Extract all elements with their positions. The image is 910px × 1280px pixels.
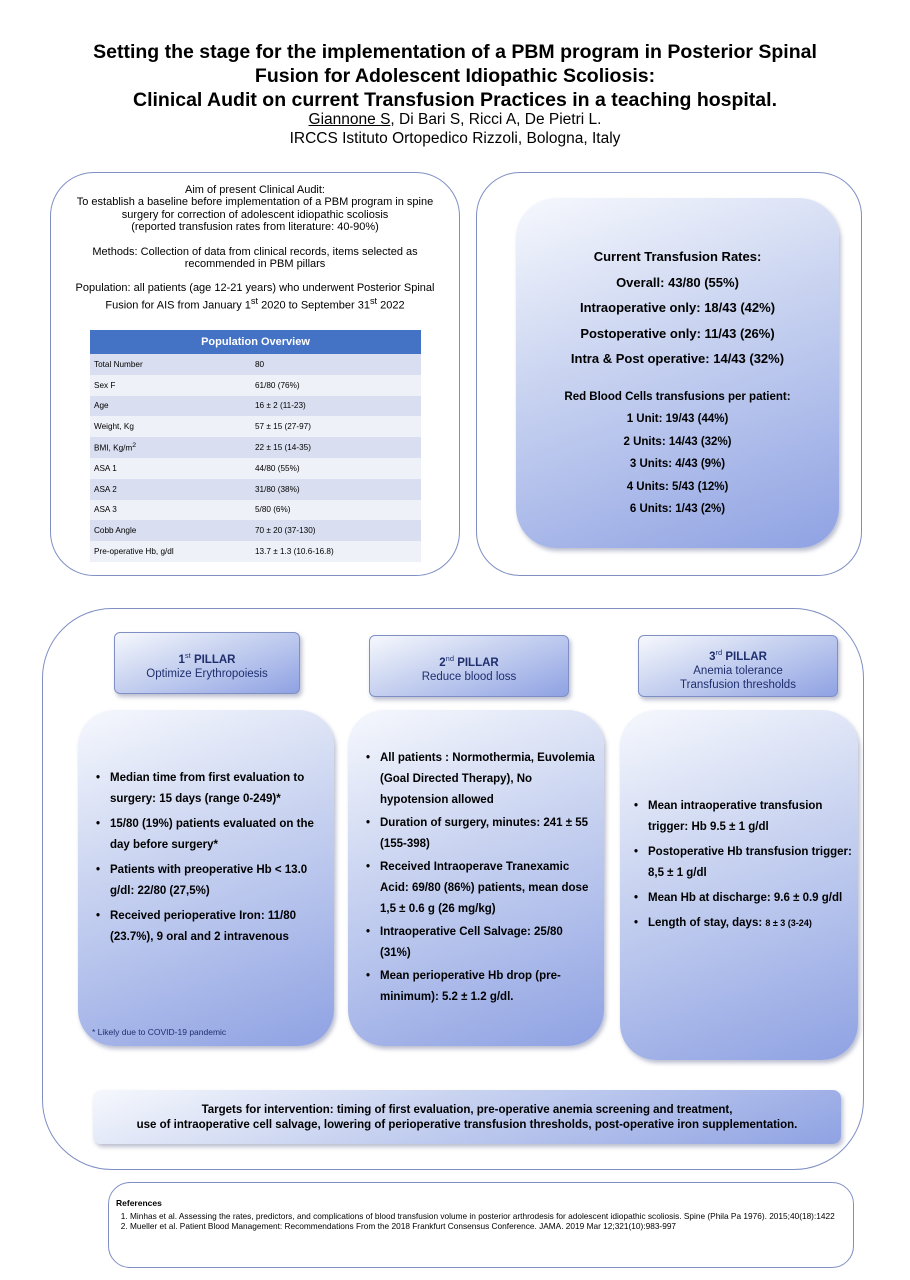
- pillar-sup: rd: [715, 648, 723, 657]
- pillar-3-card: [620, 710, 858, 1060]
- pillar-title: [639, 646, 837, 664]
- rbc-list: [516, 386, 839, 521]
- population-text: 2020 to September 31: [258, 299, 370, 312]
- targets-line: use of intraoperative cell salvage, lowering of perioperative transfusion thresholds, post-operative iron supplementation.: [136, 1119, 798, 1131]
- row-label: Total Number: [90, 354, 251, 375]
- pillar-number: 1: [178, 653, 185, 666]
- pillar-number: 2: [439, 656, 446, 669]
- pillar-sup: st: [184, 651, 191, 660]
- row-value: 16 ± 2 (11-23): [251, 396, 421, 417]
- list-item: • Mean perioperative Hb drop (pre-minimum): 5.2 ± 1.2 g/dl.: [364, 966, 596, 1008]
- population-text: 2022: [377, 299, 405, 312]
- pillar-3-list: [632, 796, 852, 938]
- targets-banner: [93, 1090, 841, 1144]
- rbc-units: 1 Unit: 19/43 (44%): [626, 413, 729, 425]
- list-item: • Mean Hb at discharge: 9.6 ± 0.9 g/dl: [632, 888, 852, 909]
- title-line: Fusion for Adolescent Idiopathic Scoliosis:: [254, 65, 656, 87]
- targets-line: Targets for intervention: timing of first evaluation, pre-operative anemia screening and treatment,: [201, 1104, 733, 1116]
- references: [116, 1198, 846, 1232]
- rate-intra-post: Intra & Post operative: 14/43 (32%): [570, 351, 785, 366]
- row-value: 5/80 (6%): [251, 500, 421, 521]
- references-heading: References: [116, 1198, 162, 1208]
- pillar-2-card: [348, 710, 604, 1046]
- rbc-units: 2 Units: 14/43 (32%): [623, 435, 732, 448]
- aim-body: To establish a baseline before implementation of a PBM program in spine surgery for correction of adolescent idiopathic scoliosis: [76, 196, 434, 221]
- row-label: ASA 1: [90, 458, 251, 479]
- row-value: 31/80 (38%): [251, 479, 421, 500]
- row-value: 22 ± 15 (14-35): [251, 437, 421, 458]
- list-item: • 15/80 (19%) patients evaluated on the day before surgery*: [94, 814, 326, 856]
- list-item: [632, 913, 852, 934]
- table-row: [90, 520, 421, 541]
- table-row: [90, 396, 421, 417]
- row-label: Weight, Kg: [90, 416, 251, 437]
- row-value: 61/80 (76%): [251, 375, 421, 396]
- methods-paragraph: Methods: Collection of data from clinical records, items selected as recommended in PBM pillars: [92, 245, 418, 271]
- aim-paragraph: [64, 184, 446, 234]
- row-label-sup: 2: [132, 442, 137, 450]
- pillar-word: PILLAR: [722, 650, 767, 663]
- table-row: [90, 541, 421, 562]
- rates-heading: Current Transfusion Rates:: [593, 249, 762, 264]
- list-item: • Postoperative Hb transfusion trigger: 8,5 ± 1 g/dl: [632, 842, 852, 884]
- rbc-units: 6 Units: 1/43 (2%): [629, 503, 726, 515]
- references-list: [116, 1211, 846, 1232]
- transfusion-rates-panel: [516, 198, 839, 548]
- aim-heading: Aim of present Clinical Audit:: [184, 184, 325, 196]
- row-label: ASA 3: [90, 500, 251, 521]
- los-label: Length of stay, days:: [648, 917, 766, 929]
- table-row: [90, 437, 421, 458]
- aim-text: [64, 184, 446, 324]
- population-table-title: Population Overview: [90, 330, 421, 354]
- population-text: Population: all patients (age 12-21 years) who underwent Posterior Spinal Fusion for AIS from January 1: [75, 282, 435, 312]
- authors-block: [0, 110, 910, 148]
- pillar-subtitle: Anemia tolerance: [693, 664, 783, 677]
- rate-intraoperative: Intraoperative only: 18/43 (42%): [579, 300, 776, 315]
- reference-item: 1. Minhas et al. Assessing the rates, predictors, and complications of blood transfusion volume in posterior arthrodesis for adolescent idiopathic scoliosis. Spine (Phila Pa 1976). 2015;40(18):1422: [130, 1211, 846, 1222]
- population-sup: st: [250, 295, 259, 306]
- list-item: • All patients : Normothermia, Euvolemia (Goal Directed Therapy), No hypotension allowed: [364, 748, 596, 811]
- table-row: [90, 458, 421, 479]
- pillar-1-header: [114, 632, 300, 694]
- row-value: 80: [251, 354, 421, 375]
- row-label-text: BMI, Kg/m: [94, 443, 133, 453]
- pillar-3-header: [638, 635, 838, 697]
- list-item: • Duration of surgery, minutes: 241 ± 55 (155-398): [364, 813, 596, 855]
- row-value: 13.7 ± 1.3 (10.6-16.8): [251, 541, 421, 562]
- list-item: • Intraoperative Cell Salvage: 25/80 (31%): [364, 922, 596, 964]
- co-authors: , Di Bari S, Ricci A, De Pietri L.: [390, 111, 602, 128]
- list-item: • Received perioperative Iron: 11/80 (23.7%), 9 oral and 2 intravenous: [94, 906, 326, 948]
- aim-reported: (reported transfusion rates from literature: 40-90%): [131, 221, 379, 234]
- pillar-2-header: [369, 635, 569, 697]
- pillar-word: PILLAR: [190, 653, 236, 666]
- population-sup: st: [369, 295, 378, 306]
- rbc-units: 4 Units: 5/43 (12%): [626, 480, 729, 493]
- footnote: * Likely due to COVID-19 pandemic: [92, 1027, 227, 1037]
- row-label: Sex F: [90, 375, 251, 396]
- table-row: [90, 479, 421, 500]
- row-value: 57 ± 15 (27-97): [251, 416, 421, 437]
- los-value: 8 ± 3 (3-24): [765, 918, 812, 928]
- pillar-word: PILLAR: [454, 656, 499, 669]
- title-line: Setting the stage for the implementation of a PBM program in Posterior Spinal: [93, 41, 817, 63]
- list-item: • Received Intraoperave Tranexamic Acid: 69/80 (86%) patients, mean dose 1,5 ± 0.6 g (26 mg/kg): [364, 857, 596, 920]
- first-author: Giannone S: [308, 111, 391, 128]
- rates-list: [516, 244, 839, 372]
- pillar-title: [115, 649, 299, 667]
- population-paragraph: [64, 282, 446, 311]
- row-label: [90, 437, 251, 458]
- reference-item: 2. Mueller et al. Patient Blood Management: Recommendations From the 2018 Frankfurt Consensus Conference. JAMA. 2019 Mar 12;321(10):983-997: [130, 1221, 846, 1232]
- author-list: [0, 110, 910, 129]
- row-label: Pre-operative Hb, g/dl: [90, 541, 251, 562]
- row-label: Age: [90, 396, 251, 417]
- rbc-units: 3 Units: 4/43 (9%): [629, 458, 726, 470]
- pillar-subtitle: Transfusion thresholds: [680, 678, 796, 691]
- list-item: • Mean intraoperative transfusion trigger: Hb 9.5 ± 1 g/dl: [632, 796, 852, 838]
- rbc-heading: Red Blood Cells transfusions per patient:: [564, 390, 791, 403]
- table-row: [90, 500, 421, 521]
- row-value: 70 ± 20 (37-130): [251, 520, 421, 541]
- pillar-subtitle: Optimize Erythropoiesis: [146, 667, 268, 680]
- row-label: ASA 2: [90, 479, 251, 500]
- pillar-1-card: [78, 710, 334, 1046]
- title-line: Clinical Audit on current Transfusion Practices in a teaching hospital.: [133, 89, 777, 111]
- table-row: [90, 375, 421, 396]
- list-item: • Patients with preoperative Hb < 13.0 g/dl: 22/80 (27,5%): [94, 860, 326, 902]
- pillar-2-list: [364, 748, 596, 1010]
- pillar-number: 3: [709, 650, 716, 663]
- poster-title: [0, 40, 910, 112]
- pillar-title: [370, 652, 568, 670]
- pillar-subtitle: Reduce blood loss: [421, 670, 517, 683]
- rate-postoperative: Postoperative only: 11/43 (26%): [580, 325, 775, 341]
- table-row: [90, 354, 421, 375]
- rate-overall: Overall: 43/80 (55%): [616, 274, 739, 290]
- pillar-sup: nd: [445, 654, 454, 663]
- population-table: [90, 330, 421, 562]
- row-label: Cobb Angle: [90, 520, 251, 541]
- table-row: [90, 416, 421, 437]
- pillar-1-list: [94, 768, 326, 952]
- institution: IRCCS Istituto Ortopedico Rizzoli, Bologna, Italy: [289, 130, 621, 147]
- row-value: 44/80 (55%): [251, 458, 421, 479]
- list-item: • Median time from first evaluation to surgery: 15 days (range 0-249)*: [94, 768, 326, 810]
